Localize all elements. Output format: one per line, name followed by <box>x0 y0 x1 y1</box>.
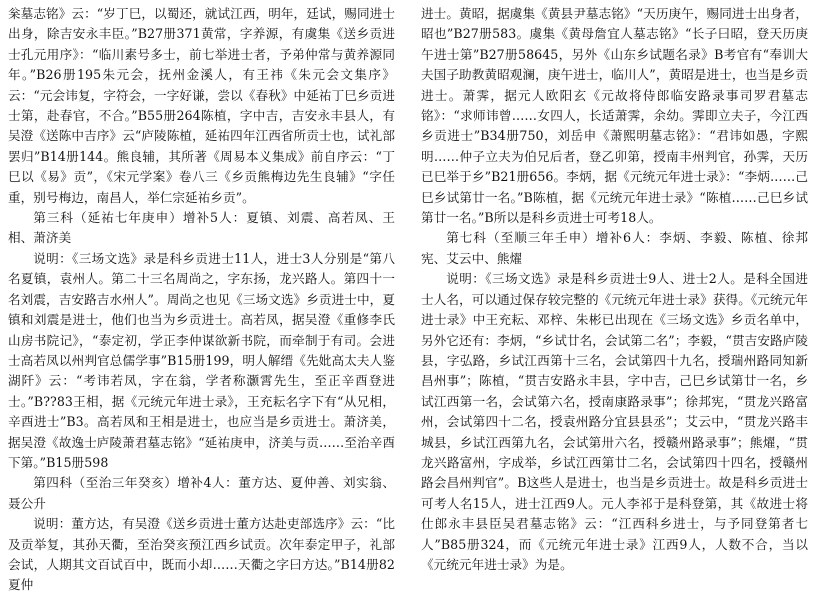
paragraph-continuation: 枀墓志铭》云：“岁丁巳，以蜀还，就试江西，明年，廷试，赐同进士出身，除吉安永丰臣。”B27册371黄常，字养源，有虞集《送乡贡进士孔元用序》：“临川素号多士，前七举进士者，予弟仲常与黄养源同年。”B26册195朱元会，抚州金溪人，有王祎《朱元会文集序》云：“元会讳复，字符会，一字好谦，尝以《春秋》中延祐丁巳乡贡进士第，赴春官，不合。”B55册264陈植，字中吉，吉安永丰县人，有吴澄《送陈中吉序》云“庐陵陈植，延祐四年江西省所贡士也，试礼部罢归”B14册144。熊良辅，其所著《周易本义集成》前自序云：“丁巳以《易》贡”，《宋元学案》卷八三《乡贡熊梅边先生良辅》“字任重，别号梅边，南昌人，举仁宗延祐乡贡”。 <box>8 6 395 205</box>
paragraph-continuation: 进士。黄昭，据虞集《黄县尹墓志铭》“天历庚午，赐同进士出身者，昭也”B27册583。虞集《黄母詹宜人墓志铭》“长子曰昭，登天历庚午进士第”B27册58645，另外《山东乡试题名录》B考官有“奉训大夫国子助教黄昭观澜，庚午进士，临川人”，黄昭是进士，也当是乡贡进士。萧霁，据元人欧阳玄《元故将侍郎临安路录事司罗君墓志铭》：“求师讳曾……女四人，长适萧霁，余幼。霁即立夫子，今江西乡贡进士”B34册750，刘岳申《萧熙明墓志铭》：“君讳如愚，字熙明……仲子立夫为伯兄后者，登乙卯第，授南丰州判官，孙霁，天历已巳举于乡”B21册656。李炳，据《元统元年进士录》：“李炳……己巳乡试第廿一名。”B陈植，据《元统元年进士录》“陈植……己巳乡试第廿一名。”B所以是科乡贡进士可考18人。 <box>421 6 808 226</box>
explanation-paragraph: 说明：《三场文选》录是科乡贡进士9人、进士2人。是科全国进士人名，可以通过保存较完整的《元统元年进士录》获得。《元统元年进士录》中王充耘、邓梓、朱彬已出现在《三场文选》乡贡名单中，另外它还有：李炳，“乡试廿名，会试第二名”；李毅，“贯吉安路庐陵县，字弘路，乡试江西第十三名，会试第四十九名，授瑞州路同知新昌州事”；陈植，“贯吉安路永丰县，字中吉，己巳乡试第廿一名，乡试江西第一名，会试第六名，授南康路录事”；徐邦宪，“贯龙兴路富州，会试第四十二名，授袁州路分宜县县丞”；艾云中，“贯龙兴路丰城县，乡试江西第九名，会试第卅六名，授赣州路录事”；熊燿，“贯龙兴路富州，字成举，乡试江西第廿二名，会试第四十四名，授赣州路会昌州判官”。B这些人是进士，也当是乡贡进士。故是科乡贡进士可考人名15人，进士江西9人。元人李祁于是科登第，其《故进士将仕郎永丰县臣吴君墓志铭》云：“江西科乡进士，与予同登第者七人”B85册324，而《元统元年进士录》江西9人，人数不合，当以《元统元年进士录》为是。 <box>421 271 808 572</box>
exam-heading-7: 第七科（至顺三年壬申）增补6人：李炳、李毅、陈植、徐邦宪、艾云中、熊燿 <box>421 230 808 266</box>
left-column <box>8 4 395 604</box>
explanation-paragraph: 说明：董方达，有吴澄《送乡贡进士董方达赴吏部选序》云：“比及贡举复，其孙天衢，至治癸亥预江西乡试贡。次年泰定甲子，礼部会试，人期其文百试百中，既而小却……天衢之字曰方达。”B14册82夏仲 <box>8 516 395 593</box>
exam-heading-3: 第三科（延祐七年庚申）增补5人：夏镇、刘震、高若凤、王相、萧济美 <box>8 210 395 246</box>
exam-heading-4: 第四科（至治三年癸亥）增补4人：董方达、夏仲善、刘实翁、聂公升 <box>8 475 395 511</box>
explanation-paragraph: 说明：《三场文选》录是科乡贡进士11人，进士3人分别是“第八名夏镇，袁州人。第二十三名周尚之，字东扬，龙兴路人。第四十一名刘震，吉安路吉水州人”。周尚之也见《三场文选》乡贡进士中，夏镇和刘震是进士，他们也当为乡贡进士。高若凤，据吴澄《重修李氏山房书院记》，“泰定初，学正李仲谋欲新书院，而牵制于有司。会进士高若凤以州判官总儒学事”B15册199，明人解缙《先妣高太夫人鉴湖阡》云：“考讳若凤，字在翁，学者称灏霄先生，至正辛酉登进士。”B??83王相，据《元统元年进士录》，王充耘名字下有“从兄相，辛酉进士”B3。高若凤和王相是进士，也应当是乡贡进士。萧济美，据吴澄《故逸士庐陵萧君墓志铭》“延祐庚申，济美与贡……至治辛酉下第。”B15册598 <box>8 250 395 470</box>
right-column <box>421 4 808 604</box>
